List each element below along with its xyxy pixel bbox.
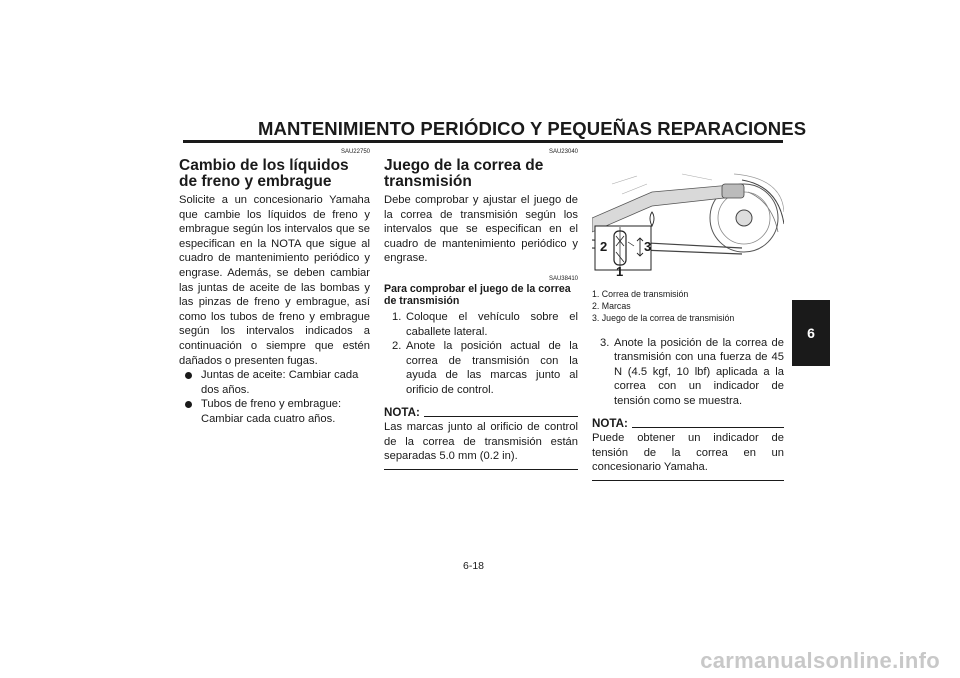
- nota-label: NOTA:: [592, 416, 628, 430]
- bullet-list: [179, 368, 370, 426]
- step-text: Anote la posición de la correa de transmisión con una fuerza de 45 N (4.5 kgf, 10 lbf) aplicada a la correa con un indicador de tensión como se muestra.: [614, 336, 784, 407]
- nota-end-rule: [384, 469, 578, 470]
- nota-text: Puede obtener un indicador de tensión de la correa en un concesionario Yamaha.: [592, 432, 784, 474]
- step-item: [384, 339, 578, 397]
- nota-header: [384, 406, 578, 421]
- nota-label: NOTA:: [384, 405, 420, 419]
- caption-item: 1. Correa de transmisión: [592, 289, 689, 299]
- belt-guard-clip: [722, 184, 744, 198]
- section-code: SAU22750: [340, 149, 370, 155]
- page-header-title: MANTENIMIENTO PERIÓDICO Y PEQUEÑAS REPARACIONES: [258, 118, 807, 139]
- step-text: Anote la posición actual de la correa de transmisión con la ayuda de las marcas junto al orificio de control.: [406, 340, 578, 396]
- right-column: [592, 172, 784, 481]
- figure-caption: [592, 288, 784, 325]
- subsection-code: SAU38410: [548, 275, 578, 282]
- callout-3: 3: [644, 239, 652, 254]
- step-text: Coloque el vehículo sobre el caballete lateral.: [406, 310, 578, 338]
- chapter-tab: 6: [792, 300, 830, 366]
- nota-header: [592, 417, 784, 432]
- steps-list: [592, 336, 784, 409]
- step-number: 2.: [392, 340, 402, 353]
- caption-item: 3. Juego de la correa de transmisión: [592, 313, 735, 324]
- middle-column: [384, 148, 578, 470]
- step-item: [592, 336, 784, 409]
- nota-rule: [424, 416, 578, 417]
- header-rule: [183, 140, 783, 143]
- body-paragraph: Solicite a un concesionario Yamaha que cambie los líquidos de freno y embrague según los intervalos que se especifican en la NOTA que sigue al cuadro de mantenimiento periódico y engrase. Además, se deben cambiar las juntas de aceite de las bombas y las pinzas de freno y embrague, así como los tubos de freno y embrague según los intervalos indicados a continuación o siempre que estén dañados o presenten fugas.: [179, 194, 370, 367]
- nota-text: Las marcas junto al orificio de control de la correa de transmisión están separadas 5.0 mm (0.2 in).: [384, 421, 578, 463]
- step-item: [384, 310, 578, 339]
- step-number: 3.: [600, 336, 610, 349]
- nota-end-rule: [592, 480, 784, 481]
- belt-diagram: [592, 172, 784, 282]
- section-code: SAU23040: [548, 149, 578, 155]
- section-heading: Juego de la correa de transmisión: [384, 157, 544, 190]
- left-column: [179, 148, 370, 427]
- site-watermark: carmanualsonline.info: [700, 648, 940, 673]
- bullet-item: Juntas de aceite: Cambiar cada dos años.: [179, 368, 370, 397]
- intro-paragraph: Debe comprobar y ajustar el juego de la correa de transmisión según los intervalos que se especifican en el cuadro de mantenimiento periódico y engrase.: [384, 194, 578, 265]
- subsection-heading: Para comprobar el juego de la correa de transmisión: [384, 282, 571, 308]
- page-number: 6-18: [463, 560, 485, 572]
- axle-hub: [736, 210, 752, 226]
- bullet-item: Tubos de freno y embrague: Cambiar cada cuatro años.: [179, 397, 370, 426]
- callout-1: 1: [616, 264, 624, 279]
- steps-list: [384, 310, 578, 398]
- caption-item: 2. Marcas: [592, 301, 631, 312]
- step-number: 1.: [392, 310, 402, 323]
- nota-rule: [632, 427, 784, 428]
- callout-2: 2: [600, 239, 608, 254]
- section-heading: Cambio de los líquidos de freno y embrague: [179, 157, 349, 190]
